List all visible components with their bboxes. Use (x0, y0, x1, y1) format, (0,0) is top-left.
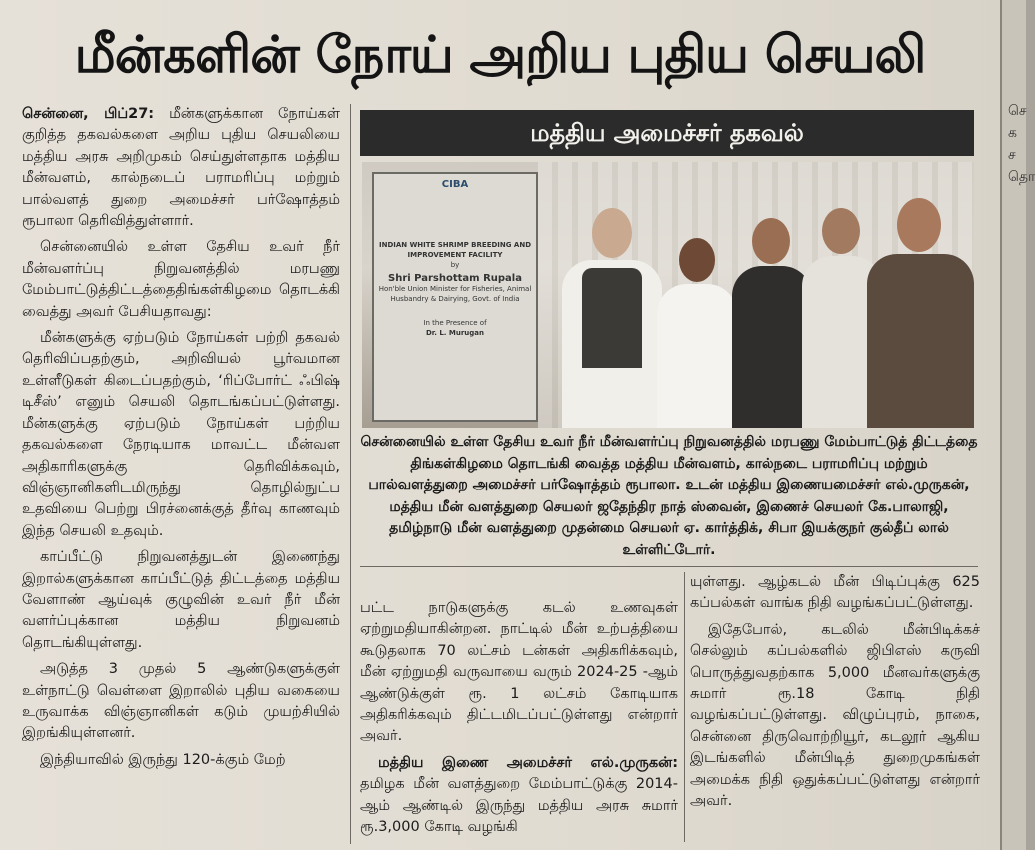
adjacent-column-edge (1000, 0, 1035, 850)
person-3-body (732, 266, 812, 428)
photo-caption: சென்னையில் உள்ள தேசிய உவர் நீர் மீன்வளர்ப்பு நிறுவனத்தில் மரபணு மேம்பாட்டுத் திட்டத்தை திங்கள்கிழமை தொடங்கி வைத்த மத்திய மீன்வளம், கால்நடை பராமரிப்பு மற்றும் பால்வளத்துறை அமைச்சர் பர்ஷோத்தம் ரூபாலா. உடன் மத்திய இணையமைச்சர் எல்.முருகன், மத்திய மீன் வளத்துறை செயலர் ஜதேந்திர நாத் ஸ்வைன், இணைச் செயலர் கே.பாலாஜி, தமிழ்நாடு மீன் வளத்துறை முதன்மை செயலர் ஏ. கார்த்திக், சிபா இயக்குநர் குல்தீப் லால் உள்ளிட்டோர். (360, 434, 978, 558)
news-photo (362, 162, 974, 428)
person-2-body (657, 284, 737, 428)
edge-text-4: தொ (1008, 169, 1035, 185)
paragraph-4: காப்பீட்டு நிறுவனத்துடன் இணைந்து இறால்களுக்கான காப்பீட்டுத் திட்டத்தை மத்திய வேளாண் ஆய்வுக் குழுவின் உவர் நீர் மீன் வளர்ப்புக்கான மத்திய நிறுவனம் தொடங்கியுள்ளது. (22, 549, 340, 651)
paragraph-2: சென்னையில் உள்ள தேசிய உவர் நீர் மீன்வளர்ப்பு நிறுவனத்தில் மரபணு மேம்பாட்டுத்திட்டத்தைதிங்கள்கிழமை தொடக்கி வைத்து அவர் பேசியதாவது: (22, 239, 340, 320)
caption-divider (360, 566, 978, 567)
headline: மீன்களின் நோய் அறிய புதிய செயலி (74, 26, 926, 85)
edge-text-1: செ (1008, 103, 1027, 119)
column-divider (350, 104, 351, 844)
col2-paragraph-2-text: தமிழக மீன் வளத்துறை மேம்பாட்டுக்கு 2014-ஆம் ஆண்டில் இருந்து மத்திய அரசு சுமார் ரூ.3,000 கோடி வழங்கி (360, 776, 678, 836)
paragraph-1 (22, 104, 340, 232)
plaque-name-2: Dr. L. Murugan (425, 329, 485, 337)
person-1-vest (582, 268, 642, 368)
person-1 (562, 208, 662, 428)
plaque-by: by (450, 261, 460, 269)
col3-paragraph-2: இதேபோல், கடலில் மீன்பிடிக்கச் செல்லும் கப்பல்களில் ஜிபிஎஸ் கருவி பொருத்துவதற்காக 5,000 மீனவர்களுக்கு சுமார் ரூ.18 கோடி நிதி வழங்கப்பட்டுள்ளது. விழுப்புரம், நாகை, சென்னை திருவொற்றியூர், கடலூர் ஆகிய இடங்களில் மீன்பிடித் துறைமுகங்கள் அமைக்க நிதி ஒதுக்கப்பட்டுள்ளது என்றார் அவர். (690, 621, 980, 810)
plaque-role: Hon'ble Union Minister for Fisheries, Animal Husbandry & Dairying, Govt. of India (378, 285, 532, 303)
plaque-presence: In the Presence of (423, 319, 487, 327)
column-divider-2 (684, 572, 685, 842)
edge-text-2: க (1008, 125, 1017, 141)
inauguration-plaque (372, 172, 538, 422)
col3-paragraph-1: யுள்ளது. ஆழ்கடல் மீன் பிடிப்புக்கு 625 கப்பல்கள் வாங்க நிதி வழங்கப்பட்டுள்ளது. (690, 574, 980, 612)
paragraph-5: அடுத்த 3 முதல் 5 ஆண்டுகளுக்குள் உள்நாட்டு வெள்ளை இறாலில் புதிய வகையை உருவாக்க விஞ்ஞானிகள் கடும் முயற்சியில் இறங்கியுள்ளனர். (22, 661, 340, 742)
col2-paragraph-2 (360, 753, 678, 839)
person-5-head (897, 198, 941, 252)
person-2-head (679, 238, 715, 282)
article-column-3 (690, 572, 980, 850)
person-1-head (592, 208, 632, 258)
plaque-title: INDIAN WHITE SHRIMP BREEDING AND IMPROVEMENT FACILITY (378, 241, 532, 259)
plaque-name: Shri Parshottam Rupala (388, 273, 522, 284)
person-2 (657, 238, 737, 428)
article-column-1 (22, 104, 340, 850)
person-3 (732, 218, 812, 428)
person-5-body (867, 254, 974, 428)
edge-text-3: ச (1008, 147, 1016, 163)
person-5 (867, 198, 974, 428)
person-3-head (752, 218, 790, 264)
kicker-banner: மத்திய அமைச்சர் தகவல் (360, 110, 974, 156)
paragraph-1-text: மீன்களுக்கான நோய்கள் குறித்த தகவல்களை அறிய புதிய செயலியை மத்திய அரசு அறிமுகம் செய்துள்ளதாக மத்திய மீன்வளம், கால்நடைப் பராமரிப்பு மற்றும் பால்வளத் துறை அமைச்சர் பர்ஷோத்தம் ரூபாலா தெரிவித்துள்ளார். (22, 106, 340, 230)
paragraph-6: இந்தியாவில் இருந்து 120-க்கும் மேற் (40, 751, 286, 768)
paragraph-3: மீன்களுக்கு ஏற்படும் நோய்கள் பற்றி தகவல் தெரிவிப்பதற்கும், அறிவியல் பூர்வமான உள்ளீடுகள் கிடைப்பதற்கும், ‘ரிப்போர்ட் ஃபிஷ் டிசீஸ்’ எனும் செயலி தொடங்கப்பட்டுள்ளது. மீன்களுக்கு ஏற்படும் நோய்கள் பற்றிய தகவல்களை நேரடியாக மாவட்ட மீன்வள அதிகாரிகளுக்கு தெரிவிக்கவும், விஞ்ஞானிகளிடமிருந்து தொழில்நுட்ப உதவியை பெற்று பிரச்னைக்குத் தீர்வு காணவும் இந்த செயலி உதவும். (22, 330, 340, 539)
person-4-head (822, 208, 860, 254)
article-column-2 (360, 598, 678, 848)
dateline: சென்னை, பிப்27: (22, 106, 155, 122)
plaque-logo: CIBA (441, 179, 469, 190)
subhead-murugan: மத்திய இணை அமைச்சர் எல்.முருகன்: (378, 754, 678, 771)
col2-paragraph-1: பட்ட நாடுகளுக்கு கடல் உணவுகள் ஏற்றுமதியாகின்றன. நாட்டில் மீன் உற்பத்தியை கூடுதலாக 70 லட்சம் டன்கள் அதிகரிக்கவும், மீன் ஏற்றுமதி வருவாயை வரும் 2024-25 -ஆம் ஆண்டுக்குள் ரூ. 1 லட்சம் கோடியாக அதிகரிக்கவும் திட்டமிடப்பட்டுள்ளது என்றார் அவர். (360, 600, 678, 745)
